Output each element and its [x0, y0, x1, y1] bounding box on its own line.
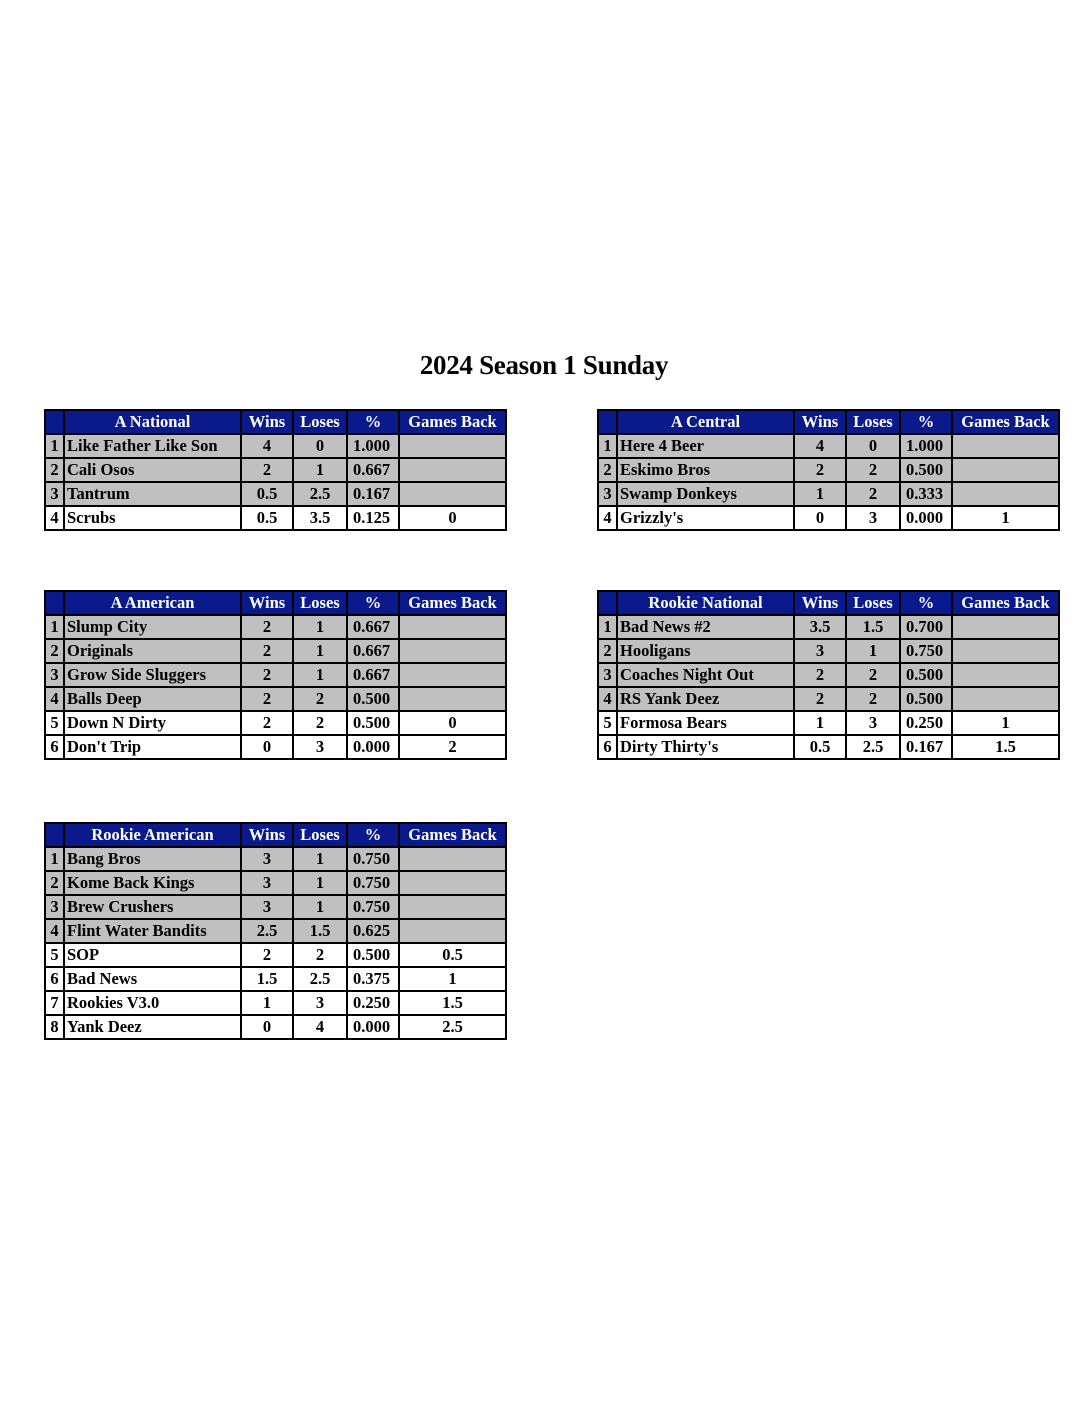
- team-name-cell: Yank Deez: [64, 1015, 241, 1039]
- loses-cell: 2: [846, 687, 900, 711]
- table-row: [45, 991, 506, 1015]
- wins-cell: 2: [241, 663, 293, 687]
- loses-header: Loses: [293, 591, 347, 615]
- pct-cell: 0.500: [900, 687, 952, 711]
- wins-cell: 3: [241, 847, 293, 871]
- loses-cell: 1: [293, 639, 347, 663]
- games-back-cell: 1.5: [399, 991, 506, 1015]
- team-name-cell: Like Father Like Son: [64, 434, 241, 458]
- pct-header: %: [900, 410, 952, 434]
- loses-cell: 3: [846, 711, 900, 735]
- team-name-cell: Dirty Thirty's: [617, 735, 794, 759]
- wins-cell: 4: [794, 434, 846, 458]
- team-name-cell: Scrubs: [64, 506, 241, 530]
- games-back-cell: 0.5: [399, 943, 506, 967]
- games-back-cell: [399, 615, 506, 639]
- pct-cell: 0.500: [900, 458, 952, 482]
- team-name-cell: Coaches Night Out: [617, 663, 794, 687]
- table-row: [598, 482, 1059, 506]
- wins-cell: 0: [794, 506, 846, 530]
- table-row: [598, 434, 1059, 458]
- team-name-cell: Formosa Bears: [617, 711, 794, 735]
- rank-cell: 2: [45, 458, 64, 482]
- team-name-cell: Balls Deep: [64, 687, 241, 711]
- wins-cell: 2.5: [241, 919, 293, 943]
- header-row: [598, 591, 1059, 615]
- pct-cell: 0.250: [347, 991, 399, 1015]
- pct-cell: 0.667: [347, 639, 399, 663]
- pct-header: %: [900, 591, 952, 615]
- wins-cell: 3: [794, 639, 846, 663]
- rank-cell: 6: [598, 735, 617, 759]
- rank-cell: 3: [45, 895, 64, 919]
- loses-cell: 2: [846, 663, 900, 687]
- team-name-cell: Flint Water Bandits: [64, 919, 241, 943]
- wins-cell: 4: [241, 434, 293, 458]
- loses-cell: 1: [293, 458, 347, 482]
- wins-cell: 2: [794, 458, 846, 482]
- team-name-cell: Bad News #2: [617, 615, 794, 639]
- standings-table-rookie-american: [44, 822, 507, 1040]
- wins-cell: 0.5: [241, 506, 293, 530]
- wins-header: Wins: [241, 410, 293, 434]
- pct-cell: 0.500: [900, 663, 952, 687]
- pct-cell: 0.375: [347, 967, 399, 991]
- pct-header: %: [347, 410, 399, 434]
- games-back-cell: 2: [399, 735, 506, 759]
- header-row: [45, 591, 506, 615]
- loses-cell: 1: [293, 895, 347, 919]
- rank-cell: 4: [598, 506, 617, 530]
- rank-cell: 1: [598, 434, 617, 458]
- games-back-cell: [399, 434, 506, 458]
- table-row: [45, 919, 506, 943]
- table-row: [45, 434, 506, 458]
- wins-header: Wins: [241, 591, 293, 615]
- rank-cell: 2: [45, 871, 64, 895]
- loses-header: Loses: [846, 591, 900, 615]
- table-row: [598, 735, 1059, 759]
- rank-cell: 2: [45, 639, 64, 663]
- loses-cell: 1: [846, 639, 900, 663]
- rank-cell: 2: [598, 458, 617, 482]
- rank-cell: 4: [45, 919, 64, 943]
- rank-cell: 5: [598, 711, 617, 735]
- wins-cell: 2: [241, 711, 293, 735]
- team-name-cell: Eskimo Bros: [617, 458, 794, 482]
- games-back-cell: [399, 687, 506, 711]
- division-name: A American: [64, 591, 241, 615]
- standings-table-a-central: [597, 409, 1060, 531]
- table-row: [598, 639, 1059, 663]
- games-back-header: Games Back: [952, 591, 1059, 615]
- wins-cell: 1: [794, 482, 846, 506]
- wins-cell: 2: [241, 687, 293, 711]
- table-row: [45, 735, 506, 759]
- wins-cell: 2: [241, 943, 293, 967]
- loses-cell: 3: [293, 735, 347, 759]
- table-row: [45, 482, 506, 506]
- loses-cell: 2.5: [846, 735, 900, 759]
- wins-cell: 1: [794, 711, 846, 735]
- pct-cell: 0.750: [347, 895, 399, 919]
- wins-cell: 1.5: [241, 967, 293, 991]
- rank-cell: 3: [45, 663, 64, 687]
- wins-header: Wins: [794, 410, 846, 434]
- games-back-cell: [399, 663, 506, 687]
- wins-header: Wins: [241, 823, 293, 847]
- pct-cell: 0.750: [900, 639, 952, 663]
- pct-cell: 0.000: [347, 735, 399, 759]
- rank-cell: 4: [45, 687, 64, 711]
- games-back-cell: [952, 639, 1059, 663]
- rank-cell: 7: [45, 991, 64, 1015]
- team-name-cell: Bad News: [64, 967, 241, 991]
- games-back-cell: [399, 895, 506, 919]
- wins-cell: 3.5: [794, 615, 846, 639]
- division-name: A National: [64, 410, 241, 434]
- pct-cell: 0.667: [347, 663, 399, 687]
- team-name-cell: Don't Trip: [64, 735, 241, 759]
- games-back-cell: [399, 458, 506, 482]
- table-row: [598, 663, 1059, 687]
- team-name-cell: Tantrum: [64, 482, 241, 506]
- team-name-cell: SOP: [64, 943, 241, 967]
- pct-cell: 0.667: [347, 458, 399, 482]
- pct-cell: 1.000: [900, 434, 952, 458]
- rank-cell: 6: [45, 967, 64, 991]
- standings-table-rookie-national: [597, 590, 1060, 760]
- rank-cell: 1: [598, 615, 617, 639]
- pct-cell: 0.700: [900, 615, 952, 639]
- loses-cell: 2: [293, 943, 347, 967]
- pct-cell: 1.000: [347, 434, 399, 458]
- rank-cell: 1: [45, 615, 64, 639]
- rank-cell: 5: [45, 943, 64, 967]
- pct-cell: 0.500: [347, 943, 399, 967]
- wins-cell: 2: [241, 615, 293, 639]
- games-back-header: Games Back: [952, 410, 1059, 434]
- rank-cell: 2: [598, 639, 617, 663]
- table-row: [45, 458, 506, 482]
- games-back-cell: [952, 482, 1059, 506]
- games-back-header: Games Back: [399, 410, 506, 434]
- loses-cell: 0: [846, 434, 900, 458]
- team-name-cell: Here 4 Beer: [617, 434, 794, 458]
- table-row: [45, 506, 506, 530]
- pct-cell: 0.000: [347, 1015, 399, 1039]
- pct-cell: 0.750: [347, 871, 399, 895]
- wins-header: Wins: [794, 591, 846, 615]
- division-name: Rookie American: [64, 823, 241, 847]
- table-row: [598, 506, 1059, 530]
- team-name-cell: Bang Bros: [64, 847, 241, 871]
- games-back-cell: [952, 458, 1059, 482]
- team-name-cell: Hooligans: [617, 639, 794, 663]
- header-row: [45, 823, 506, 847]
- games-back-cell: 0: [399, 506, 506, 530]
- rank-cell: 3: [598, 482, 617, 506]
- table-row: [598, 615, 1059, 639]
- rank-header: [45, 591, 64, 615]
- team-name-cell: Swamp Donkeys: [617, 482, 794, 506]
- loses-cell: 2: [293, 711, 347, 735]
- table-row: [598, 711, 1059, 735]
- wins-cell: 2: [794, 663, 846, 687]
- rank-cell: 1: [45, 847, 64, 871]
- loses-cell: 3.5: [293, 506, 347, 530]
- rank-cell: 4: [598, 687, 617, 711]
- games-back-cell: [952, 434, 1059, 458]
- standings-table-a-american: [44, 590, 507, 760]
- pct-cell: 0.625: [347, 919, 399, 943]
- pct-cell: 0.167: [347, 482, 399, 506]
- pct-cell: 0.500: [347, 687, 399, 711]
- games-back-cell: [952, 687, 1059, 711]
- loses-cell: 1.5: [846, 615, 900, 639]
- games-back-header: Games Back: [399, 823, 506, 847]
- wins-cell: 3: [241, 895, 293, 919]
- rank-header: [598, 591, 617, 615]
- wins-cell: 0: [241, 1015, 293, 1039]
- pct-cell: 0.000: [900, 506, 952, 530]
- rank-cell: 3: [598, 663, 617, 687]
- table-row: [45, 663, 506, 687]
- team-name-cell: Rookies V3.0: [64, 991, 241, 1015]
- games-back-cell: 1: [399, 967, 506, 991]
- rank-header: [45, 410, 64, 434]
- pct-header: %: [347, 823, 399, 847]
- wins-cell: 3: [241, 871, 293, 895]
- loses-cell: 2: [846, 482, 900, 506]
- table-row: [45, 967, 506, 991]
- loses-cell: 2: [293, 687, 347, 711]
- loses-cell: 2.5: [293, 482, 347, 506]
- loses-cell: 2: [846, 458, 900, 482]
- table-row: [45, 639, 506, 663]
- rank-cell: 8: [45, 1015, 64, 1039]
- header-row: [45, 410, 506, 434]
- loses-cell: 1: [293, 615, 347, 639]
- rank-cell: 5: [45, 711, 64, 735]
- team-name-cell: RS Yank Deez: [617, 687, 794, 711]
- pct-cell: 0.500: [347, 711, 399, 735]
- rank-cell: 6: [45, 735, 64, 759]
- rank-cell: 3: [45, 482, 64, 506]
- wins-cell: 1: [241, 991, 293, 1015]
- wins-cell: 0.5: [794, 735, 846, 759]
- wins-cell: 2: [241, 639, 293, 663]
- header-row: [598, 410, 1059, 434]
- games-back-cell: 2.5: [399, 1015, 506, 1039]
- table-row: [45, 1015, 506, 1039]
- standings-table-a-national: [44, 409, 507, 531]
- team-name-cell: Down N Dirty: [64, 711, 241, 735]
- pct-cell: 0.125: [347, 506, 399, 530]
- division-name: Rookie National: [617, 591, 794, 615]
- games-back-cell: 0: [399, 711, 506, 735]
- table-row: [45, 615, 506, 639]
- pct-cell: 0.167: [900, 735, 952, 759]
- table-row: [45, 943, 506, 967]
- pct-cell: 0.250: [900, 711, 952, 735]
- loses-header: Loses: [846, 410, 900, 434]
- loses-cell: 0: [293, 434, 347, 458]
- rank-header: [598, 410, 617, 434]
- table-row: [45, 711, 506, 735]
- team-name-cell: Grizzly's: [617, 506, 794, 530]
- division-name: A Central: [617, 410, 794, 434]
- loses-header: Loses: [293, 410, 347, 434]
- loses-cell: 1: [293, 663, 347, 687]
- team-name-cell: Kome Back Kings: [64, 871, 241, 895]
- games-back-cell: [952, 663, 1059, 687]
- loses-header: Loses: [293, 823, 347, 847]
- table-row: [598, 687, 1059, 711]
- table-row: [45, 847, 506, 871]
- games-back-cell: 1: [952, 506, 1059, 530]
- loses-cell: 1: [293, 847, 347, 871]
- games-back-cell: 1.5: [952, 735, 1059, 759]
- rank-cell: 1: [45, 434, 64, 458]
- pct-header: %: [347, 591, 399, 615]
- team-name-cell: Originals: [64, 639, 241, 663]
- loses-cell: 1: [293, 871, 347, 895]
- pct-cell: 0.750: [347, 847, 399, 871]
- pct-cell: 0.333: [900, 482, 952, 506]
- team-name-cell: Grow Side Sluggers: [64, 663, 241, 687]
- rank-cell: 4: [45, 506, 64, 530]
- table-row: [598, 458, 1059, 482]
- rank-header: [45, 823, 64, 847]
- loses-cell: 1.5: [293, 919, 347, 943]
- team-name-cell: Brew Crushers: [64, 895, 241, 919]
- wins-cell: 2: [794, 687, 846, 711]
- games-back-cell: [399, 639, 506, 663]
- loses-cell: 2.5: [293, 967, 347, 991]
- table-row: [45, 687, 506, 711]
- table-row: [45, 895, 506, 919]
- games-back-cell: [399, 482, 506, 506]
- table-row: [45, 871, 506, 895]
- games-back-header: Games Back: [399, 591, 506, 615]
- loses-cell: 3: [293, 991, 347, 1015]
- wins-cell: 0.5: [241, 482, 293, 506]
- loses-cell: 3: [846, 506, 900, 530]
- games-back-cell: [952, 615, 1059, 639]
- page-title: 2024 Season 1 Sunday: [419, 350, 669, 380]
- games-back-cell: [399, 919, 506, 943]
- games-back-cell: [399, 871, 506, 895]
- games-back-cell: [399, 847, 506, 871]
- team-name-cell: Slump City: [64, 615, 241, 639]
- wins-cell: 0: [241, 735, 293, 759]
- games-back-cell: 1: [952, 711, 1059, 735]
- wins-cell: 2: [241, 458, 293, 482]
- pct-cell: 0.667: [347, 615, 399, 639]
- loses-cell: 4: [293, 1015, 347, 1039]
- team-name-cell: Cali Osos: [64, 458, 241, 482]
